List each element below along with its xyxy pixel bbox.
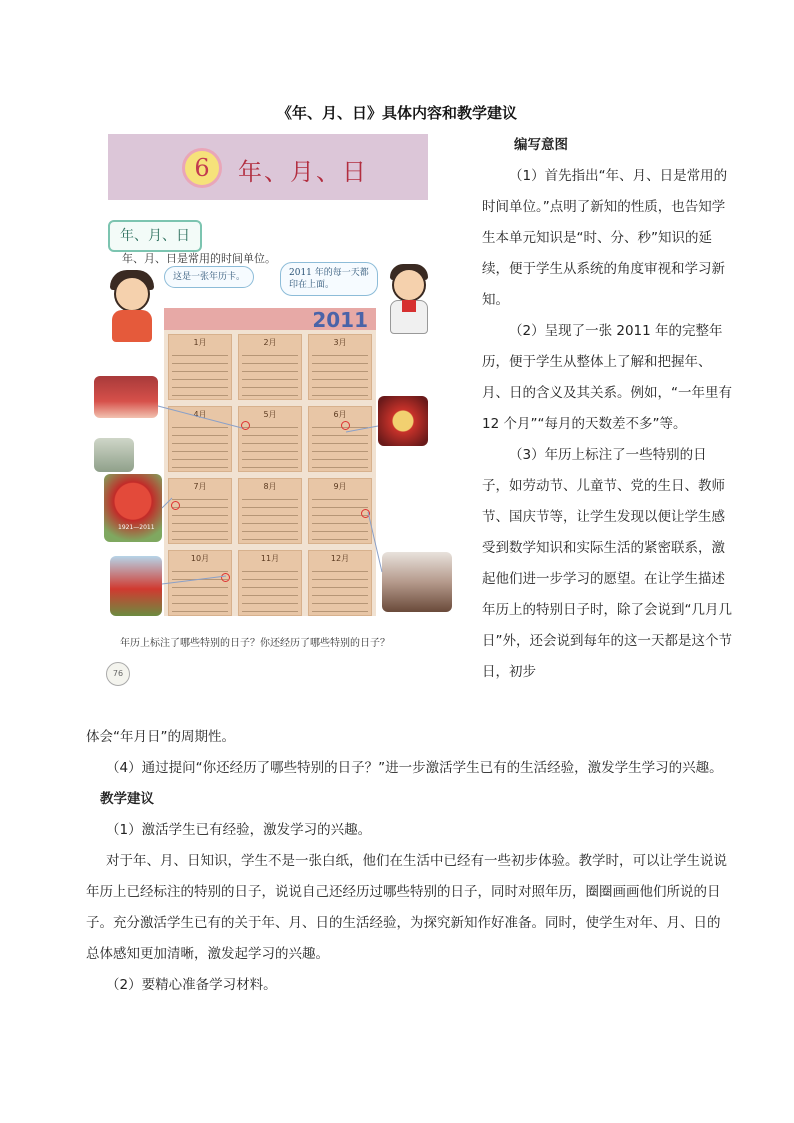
paragraph: （3）年历上标注了一些特别的日子，如劳动节、儿童节、党的生日、教师节、国庆节等，让学生发现以便让学生感受到数学知识和实际生活的紧密联系，激起他们进一步学习的愿望。在让学生描述年历上的特别日子时，除了会说到“几月几日”外，还会说到每年的这一天都是这个节日，初步 [482, 447, 732, 680]
month-name: 8月 [263, 482, 277, 491]
month-name: 2月 [263, 338, 277, 347]
page-number: 76 [106, 662, 130, 686]
connector-line [162, 576, 226, 584]
paragraph: （1）激活学生已有经验，激发学习的兴趣。 [106, 822, 372, 838]
connector-line [368, 512, 382, 572]
textbook-figure [100, 128, 460, 688]
month-name: 11月 [260, 554, 280, 563]
month-name: 9月 [333, 482, 347, 491]
month-name: 5月 [263, 410, 277, 419]
right-column [482, 130, 732, 688]
paragraph: （2）要精心准备学习材料。 [106, 977, 277, 993]
month-name: 10月 [190, 554, 210, 563]
month-name: 1月 [193, 338, 207, 347]
document-title: 《年、月、日》具体内容和教学建议 [276, 104, 517, 122]
month-name: 4月 [193, 410, 207, 419]
intro-sentence: 年、月、日是常用的时间单位。 [122, 252, 276, 265]
photo-caption-label: 1921—2011 [118, 524, 155, 531]
month-name: 6月 [333, 410, 347, 419]
unit-title: 年、月、日 [238, 158, 368, 186]
month-name: 3月 [333, 338, 347, 347]
month-name: 7月 [193, 482, 207, 491]
month-name: 12月 [330, 554, 350, 563]
speech-bubble-left: 这是一张年历卡。 [164, 266, 254, 288]
figure-caption: 年历上标注了哪些特别的日子？你还经历了哪些特别的日子？ [120, 638, 390, 649]
section-heading: 编写意图 [514, 137, 568, 153]
section-heading: 教学建议 [100, 791, 154, 807]
paragraph: 对于年、月、日知识，学生不是一张白纸，他们在生活中已经有一些初步体验。教学时，可以让学生说说年历上已经标注的特别的日子，说说自己还经历过哪些特别的日子，同时对照年历，圈圈画画他们所说的日子。充分激活学生已有的关于年、月、日的生活经验，为探究新知作好准备。同时，使学生对年、月、日的总体感知更加清晰，激发起学习的兴趣。 [86, 853, 727, 962]
calendar-year: 2011 [312, 308, 368, 332]
connector-line [158, 406, 242, 428]
section-tag: 年、月、日 [108, 220, 202, 252]
unit-number-badge: 6 [182, 148, 222, 188]
paragraph: （2）呈现了一张 2011 年的完整年历，便于学生从整体上了解和把握年、月、日的含义及其关系。例如，“一年里有 12 个月”“每月的天数差不多”等。 [482, 323, 732, 432]
full-width-text [86, 722, 732, 1001]
connector-lines [100, 128, 460, 688]
connector-line [162, 498, 172, 508]
speech-bubble-right: 2011 年的每一天都印在上面。 [280, 262, 378, 296]
paragraph: 体会“年月日”的周期性。 [86, 729, 235, 745]
connector-line [346, 426, 378, 432]
paragraph: （1）首先指出“年、月、日是常用的时间单位。”点明了新知的性质，也告知学生本单元知识是“时、分、秒”知识的延续，便于学生从系统的角度审视和学习新知。 [482, 168, 728, 308]
paragraph: （4）通过提问“你还经历了哪些特别的日子？”进一步激活学生已有的生活经验，激发学生学习的兴趣。 [106, 760, 723, 776]
